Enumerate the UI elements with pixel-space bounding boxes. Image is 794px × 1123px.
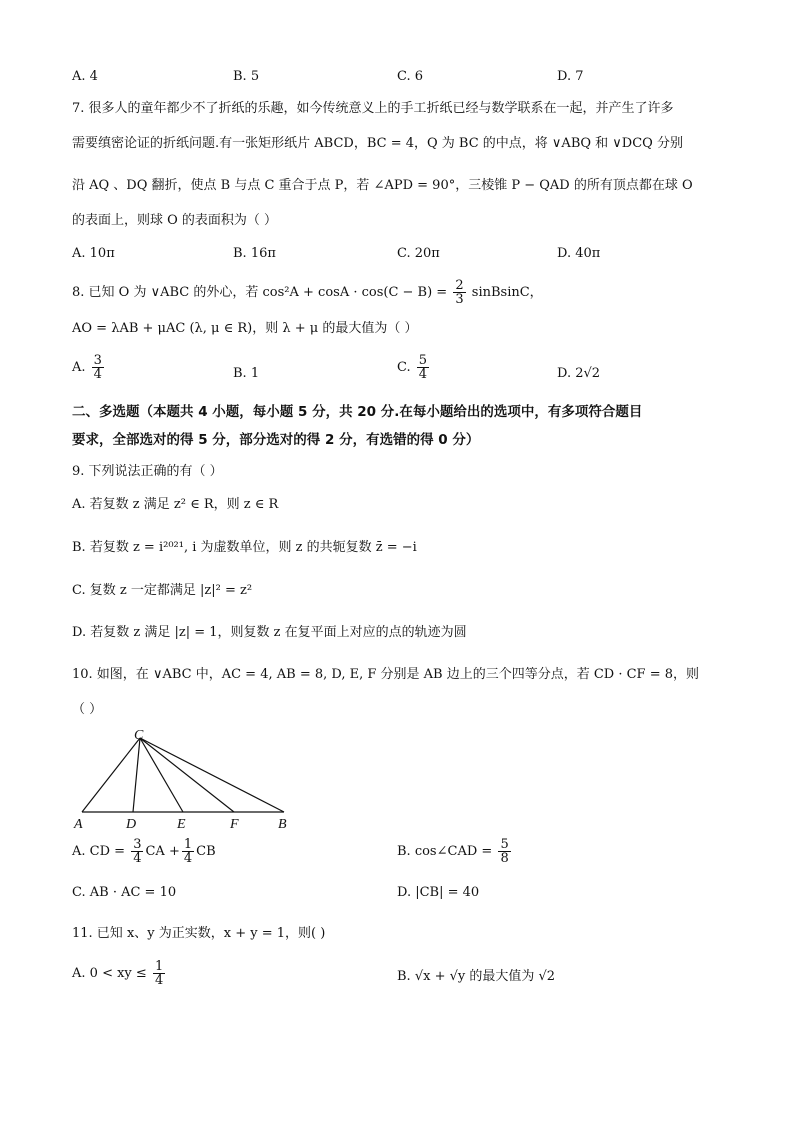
segment-cd: [133, 738, 140, 812]
q6-option-c: C. 6: [397, 69, 424, 84]
label-c: C: [134, 728, 144, 743]
q10-option-b-frac: [498, 838, 510, 865]
q7-stem-line3: 沿 AQ 、DQ 翻折，使点 B 与点 C 重合于点 P，若 ∠APD = 90°，三棱锥 P − QAD 的所有顶点都在球 O: [72, 178, 693, 193]
q7-stem-line4: 的表面上，则球 O 的表面积为（ ）: [72, 213, 278, 228]
q8-stem-line1: [72, 279, 543, 306]
q11-option-a: [72, 960, 167, 987]
q8-option-a-label: A.: [72, 360, 86, 375]
q10-option-a-frac2-den: 4: [183, 851, 193, 866]
q10-option-b-lhs: cos∠CAD =: [414, 844, 493, 859]
q6-option-b: B. 5: [233, 69, 260, 84]
q7-option-c: C. 20π: [397, 246, 440, 261]
q11-option-a-frac: [153, 960, 165, 987]
q11-option-a-frac-den: 4: [154, 973, 164, 988]
q11-option-a-lhs: 0 < xy ≤: [89, 966, 147, 981]
label-f: F: [230, 817, 239, 832]
q11-option-a-frac-num: 1: [154, 959, 164, 974]
q8-option-a-den: 4: [93, 367, 102, 382]
q10-option-a-frac1-den: 4: [133, 851, 142, 866]
q10-option-b: [397, 838, 513, 865]
q10-stem-line1: 10. 如图，在 ∨ABC 中，AC = 4, AB = 8, D, E, F 分别是 AB 边上的三个四等分点，若 CD · CF = 8，则: [72, 667, 700, 682]
q8-option-d: D. 2√2: [557, 366, 601, 381]
q7-stem-line1: 7. 很多人的童年都少不了折纸的乐趣，如今传统意义上的手工折纸已经与数学联系在一起，并产生了许多: [72, 101, 674, 116]
q7-option-b: B. 16π: [233, 246, 276, 261]
q8-option-c-label: C.: [397, 360, 411, 375]
q10-option-a-frac1-num: 3: [133, 837, 142, 852]
q10-option-b-frac-den: 8: [500, 851, 509, 866]
q10-stem-line2: （ ）: [72, 702, 103, 717]
q10-option-a-label: A.: [72, 844, 86, 859]
q9-stem: 9. 下列说法正确的有（ ）: [72, 464, 223, 479]
q9-option-a: A. 若复数 z 满足 z² ∈ R，则 z ∈ R: [72, 497, 279, 512]
q9-option-b: B. 若复数 z = i²⁰²¹, i 为虚数单位，则 z 的共轭复数 z̄ = −i: [72, 540, 417, 555]
q6-option-d: D. 7: [557, 69, 584, 84]
q8-fraction: [453, 279, 465, 306]
q10-option-a-frac1: [131, 838, 143, 865]
section2-heading-line1: 二、多选题（本题共 4 小题，每小题 5 分，共 20 分.在每小题给出的选项中，有多项符合题目: [72, 404, 643, 420]
q8-option-a: [72, 354, 106, 381]
segment-ca: [82, 738, 140, 812]
q10-option-a-end: CB: [196, 844, 216, 859]
q7-option-a: A. 10π: [72, 246, 115, 261]
q10-option-d: D. |CB| = 40: [397, 885, 480, 900]
q11-option-a-label: A.: [72, 966, 86, 981]
q8-stem-part2: sinBsinC，: [471, 285, 543, 300]
q8-stem-part1: 8. 已知 O 为 ∨ABC 的外心，若 cos²A + cosA · cos(C − B) =: [72, 285, 448, 300]
q10-option-c: C. AB · AC = 10: [72, 885, 177, 900]
q10-option-a-frac2-num: 1: [183, 837, 193, 852]
q10-option-a-frac2: [182, 838, 194, 865]
q8-option-c: [397, 354, 431, 381]
q8-option-a-fraction: [92, 354, 104, 381]
q7-stem-line2: 需要缜密论证的折纸问题.有一张矩形纸片 ABCD，BC = 4，Q 为 BC 的中点，将 ∨ABQ 和 ∨DCQ 分别: [72, 136, 683, 151]
triangle-diagram: [70, 726, 300, 836]
q8-option-c-num: 5: [418, 353, 428, 368]
q8-stem-line2: AO = λAB + μAC (λ, μ ∈ R)，则 λ + μ 的最大值为（ ）: [72, 321, 418, 336]
q8-option-c-fraction: [417, 354, 429, 381]
q10-option-a-mid: CA +: [145, 844, 180, 859]
q11-option-b: B. √x + √y 的最大值为 √2: [397, 969, 556, 984]
q9-option-c: C. 复数 z 一定都满足 |z|² = z²: [72, 583, 253, 598]
segment-cf: [140, 738, 234, 812]
q10-option-a: [72, 838, 216, 865]
section2-heading-line2: 要求，全部选对的得 5 分，部分选对的得 2 分，有选错的得 0 分）: [72, 432, 480, 448]
label-e: E: [177, 817, 186, 832]
q8-fraction-den: 3: [455, 292, 464, 307]
q8-option-c-den: 4: [418, 367, 428, 382]
q8-fraction-num: 2: [455, 278, 464, 293]
label-b: B: [278, 817, 287, 832]
q11-stem: 11. 已知 x、y 为正实数，x + y = 1，则( ): [72, 926, 326, 941]
q10-option-b-frac-num: 5: [500, 837, 509, 852]
q9-option-d: D. 若复数 z 满足 |z| = 1，则复数 z 在复平面上对应的点的轨迹为圆: [72, 625, 467, 640]
q6-option-a: A. 4: [72, 69, 98, 84]
q8-option-b: B. 1: [233, 366, 260, 381]
label-a: A: [74, 817, 83, 832]
q8-option-a-num: 3: [93, 353, 102, 368]
q10-option-b-label: B.: [397, 844, 411, 859]
triangle-figure: [70, 726, 300, 840]
q10-option-a-lhs: CD =: [89, 844, 130, 859]
q7-option-d: D. 40π: [557, 246, 601, 261]
label-d: D: [126, 817, 137, 832]
